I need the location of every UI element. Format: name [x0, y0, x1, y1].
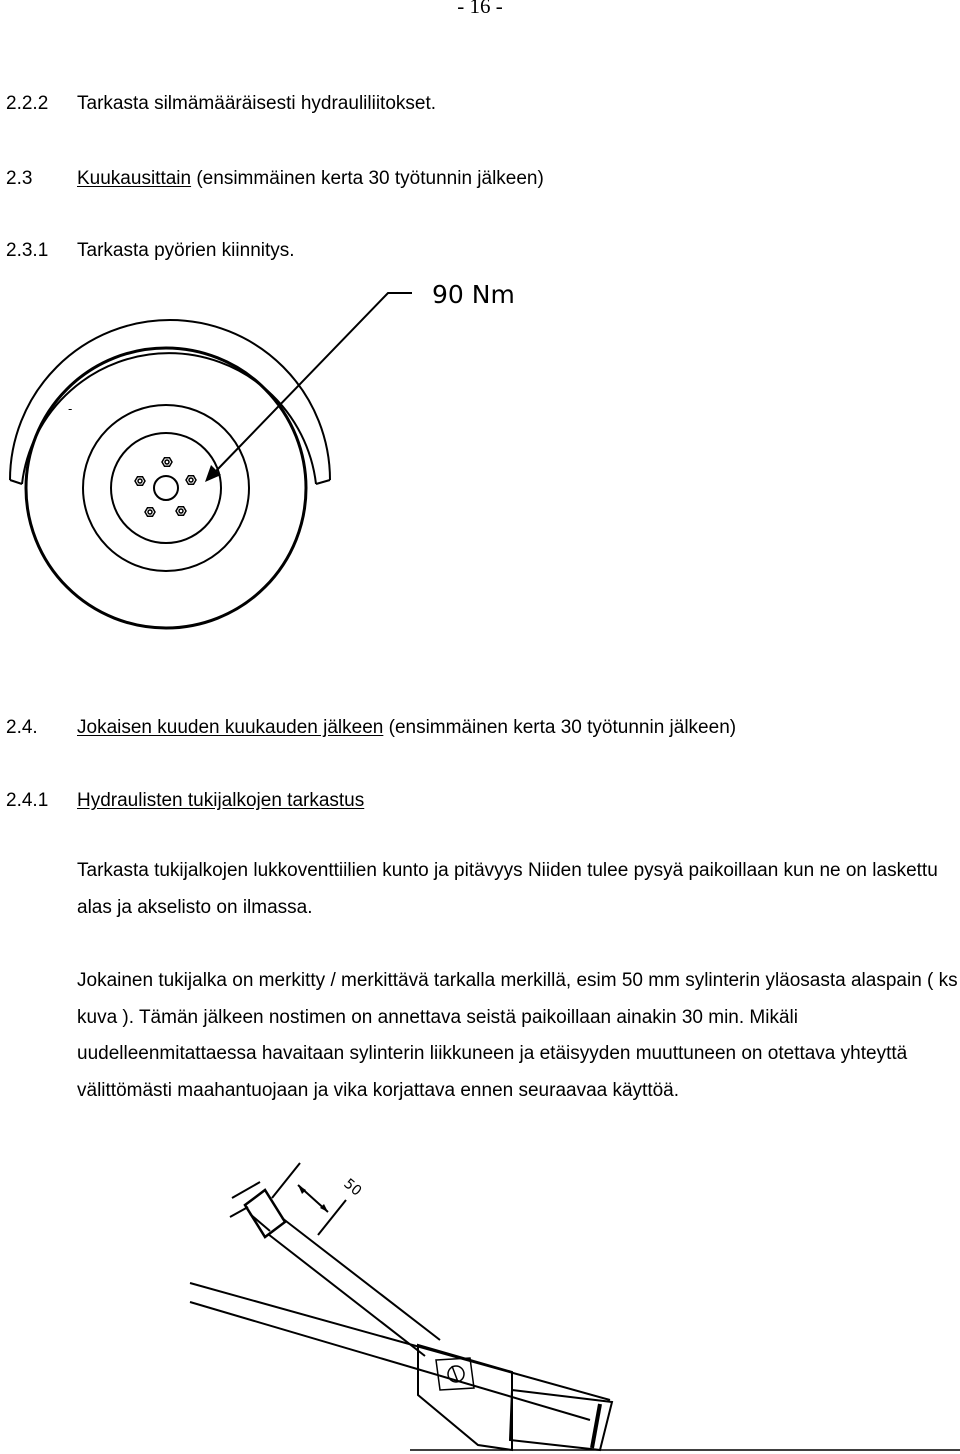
cylinder-lower-edge — [268, 1234, 425, 1356]
rim — [111, 433, 221, 543]
page-number: - 16 - — [457, 0, 503, 18]
cylinder-collar — [245, 1190, 285, 1237]
paragraph-lock-valves: Tarkasta tukijalkojen lukkoventtiilien kunto ja pitävyys Niiden tulee pysyä paikoillaan kun ne on laskettu alas ja akselisto on ilmassa. — [77, 860, 938, 918]
section-text: Tarkasta silmämääräisesti hydrauliliitokset. — [77, 93, 437, 114]
section-text: Tarkasta pyörien kiinnitys. — [77, 240, 295, 261]
torque-leader-line — [216, 293, 412, 471]
torque-label: 90 Nm — [432, 280, 515, 309]
dimension-arrowhead — [298, 1185, 306, 1194]
fender-inner — [22, 353, 316, 484]
cylinder-rod-bottom — [230, 1207, 248, 1217]
frame-beam-bottom — [190, 1302, 590, 1420]
support-leg-figure — [0, 1154, 960, 1454]
fender-mark: - — [68, 402, 73, 416]
section-title-rest: (ensimmäinen kerta 30 työtunnin jälkeen) — [191, 168, 544, 189]
section-title-underlined: Kuukausittain — [77, 168, 192, 189]
section-title-underlined: Hydraulisten tukijalkojen tarkastus — [77, 790, 365, 811]
frame-beam-top — [190, 1283, 610, 1400]
dimension-label: 50 — [340, 1175, 365, 1200]
section-title — [77, 716, 736, 740]
dimension-extension-1 — [272, 1163, 300, 1198]
wheel-nuts — [135, 458, 196, 517]
hub-center — [154, 476, 178, 500]
section-title-rest: (ensimmäinen kerta 30 työtunnin jälkeen) — [383, 717, 737, 738]
paragraph-marking: Jokainen tukijalka on merkitty / merkittävä tarkalla merkillä, esim 50 mm sylinterin yläosasta alaspain ( ks kuva ). Tämän jälkeen nostimen on annettava seistä paikoillaan ainakin 30 min. Mikäli uudelleenmitattaessa havaitaan sylinterin liikkuneen ja etäisyyden muuttuneen on otettava yhteyttä välittömästi maahantuojaan ja vika korjattava ennen seuraavaa käyttöä. — [77, 970, 958, 1101]
cylinder-upper-edge — [282, 1218, 440, 1340]
tire-inner — [83, 405, 249, 571]
section-number: 2.3.1 — [6, 240, 49, 261]
section-title-underlined: Jokaisen kuuden kuukauden jälkeen — [77, 717, 384, 738]
tire-outer — [26, 348, 306, 628]
wheel-figure — [0, 260, 960, 660]
dimension-extension-2 — [318, 1200, 346, 1235]
section-number: 2.3 — [6, 168, 33, 189]
section-number: 2.2.2 — [6, 93, 49, 114]
section-title — [77, 167, 544, 191]
section-number: 2.4.1 — [6, 790, 49, 811]
bracket-housing — [418, 1345, 512, 1450]
section-number: 2.4. — [6, 717, 38, 738]
